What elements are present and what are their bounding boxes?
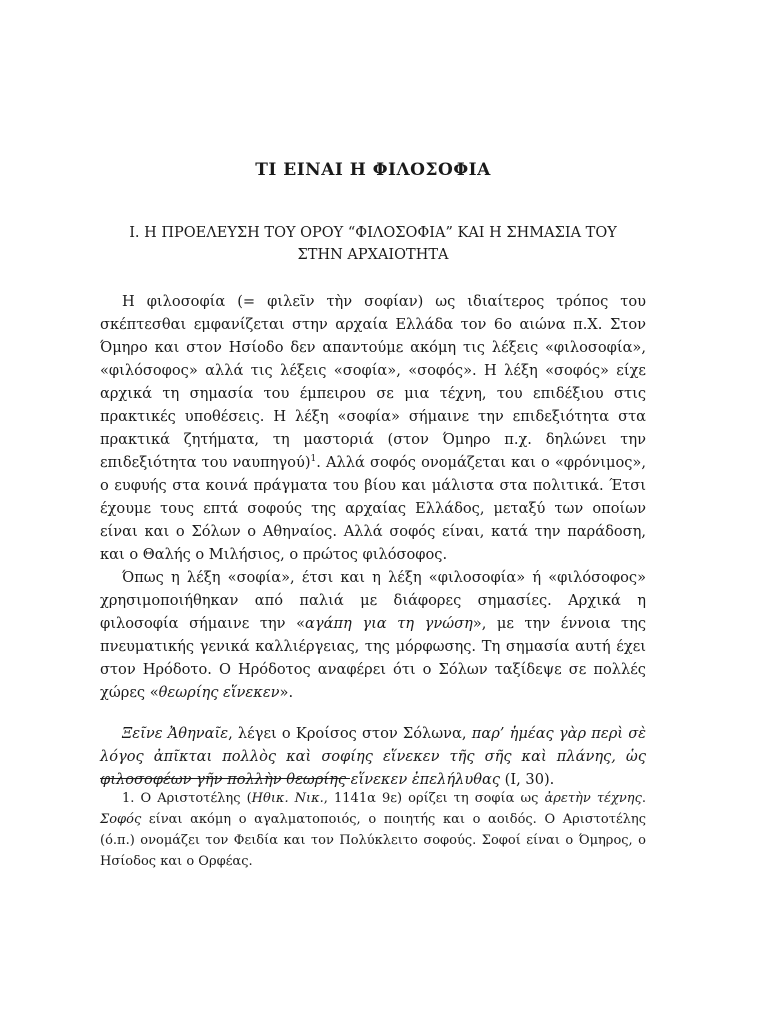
footnote-1: [100, 788, 646, 872]
footnote-text-b: , 1141α 9ε) ορίζει τη σοφία ως: [323, 791, 545, 806]
footnote-italic-1: Ηθικ. Νικ.: [251, 791, 324, 806]
paragraph-1-text-a: Η φιλοσοφία (= φιλεῖν τὴν σοφίαν) ως ιδιαίτερος τρόπος του σκέπτεσθαι εμφανίζεται στην αρχαία Ελλάδα τον 6ο αιώνα π.Χ. Στον Όμηρο και στον Ησίοδο δεν απαντούμε ακόμη τις λέξεις «φιλοσοφία», «φιλόσοφος» αλλά τις λέξεις «σοφία», «σοφός». Η λέξη «σοφός» είχε αρχικά τη σημασία του έμπειρου σε μια τέχνη, του επιδέξιου στις πρακτικές υποθέσεις. Η λέξη «σοφία» σήμαινε την επιδεξιότητα στα πρακτικά ζητήματα, τη μαστοριά (στον Όμηρο π.χ. δηλώνει την επιδεξιότητα του ναυπηγού): [100, 293, 646, 471]
paragraph-2-text-b: », με την έννοια της πνευματικής γενικά καλλιέργειας, της μόρφωσης. Τη σημασία αυτή έχει στον Ηρόδοτο. Ο Ηρόδοτος αναφέρει ότι ο Σόλων ταξίδεψε σε πολλές χώρες «: [100, 615, 646, 701]
section-heading-line-2: ΣΤΗΝ ΑΡΧΑΙΟΤΗΤΑ: [297, 247, 449, 263]
section-heading-line-1: Ι. Η ΠΡΟΕΛΕΥΣΗ ΤΟΥ ΟΡΟΥ “ΦΙΛΟΣΟΦΙΑ” ΚΑΙ Η ΣΗΜΑΣΙΑ ΤΟΥ: [129, 225, 617, 241]
book-page: [100, 0, 646, 1024]
footnote-divider: [100, 778, 350, 779]
footnote-text-d: είναι ακόμη ο αγαλματοποιός, ο ποιητής και ο αοιδός. Ο Αριστοτέλης (ό.π.) ονομάζει τον Φειδία και τον Πολύκλειτο σοφούς. Σοφοί είναι ο Όμηρος, ο Ησίοδος και ο Ορφέας.: [100, 812, 646, 869]
paragraph-2-italic-1: αγάπη για τη γνώση: [305, 615, 473, 632]
paragraph-2: [100, 566, 646, 704]
section-heading: [100, 222, 646, 266]
quote-italic-1: Ξεῖνε Ἀθηναῖε: [122, 725, 229, 742]
footnote-text-a: 1. Ο Αριστοτέλης (: [122, 791, 252, 806]
paragraph-1: [100, 290, 646, 566]
footnote-italic-2: ἀρετὴν τέχνης: [544, 791, 642, 806]
quote-text-a: , λέγει ο Κροίσος στον Σόλωνα,: [228, 725, 472, 742]
footnote-italic-3: Σοφός: [100, 812, 142, 827]
footnote-marker: 1: [310, 454, 317, 465]
footnote-text-c: .: [641, 791, 646, 806]
quote-paragraph: [100, 722, 646, 791]
paragraph-2-text-c: ».: [279, 684, 294, 701]
paragraph-2-text-a: Όπως η λέξη «σοφία», έτσι και η λέξη «φιλοσοφία» ή «φιλόσοφος» χρησιμοποιήθηκαν από παλιά με διάφορες σημασίες. Αρχικά η φιλοσοφία σήμαινε την «: [100, 569, 646, 632]
paragraph-1-text-b: . Αλλά σοφός ονομάζεται και ο «φρόνιμος», ο ευφυής στα κοινά πράγματα του βίου και μάλιστα στα πολιτικά. Έτσι έχουμε τους επτά σοφούς της αρχαίας Ελλάδος, μεταξύ των οποίων είναι και ο Σόλων ο Αθηναίος. Αλλά σοφός είναι, κατά την παράδοση, και ο Θαλής ο Μιλήσιος, ο πρώτος φιλόσοφος.: [100, 454, 646, 563]
body-text: [100, 290, 646, 791]
quote-text-b: (Ι, 30).: [500, 771, 555, 788]
quote-italic-2: παρ’ ἡμέας γὰρ περὶ σὲ λόγος ἀπῖκται πολλὸς καὶ σοφίης εἵνεκεν τῆς σῆς καὶ πλάνης, ὡς φιλοσοφέων γῆν πολλὴν θεωρίης εἵνεκεν ἐπελήλυθας: [100, 725, 646, 788]
chapter-title: ΤΙ ΕΙΝΑΙ Η ΦΙΛΟΣΟΦΙΑ: [255, 160, 491, 180]
footnote: [100, 788, 646, 872]
paragraph-2-italic-2: θεωρίης εἵνεκεν: [158, 684, 280, 701]
